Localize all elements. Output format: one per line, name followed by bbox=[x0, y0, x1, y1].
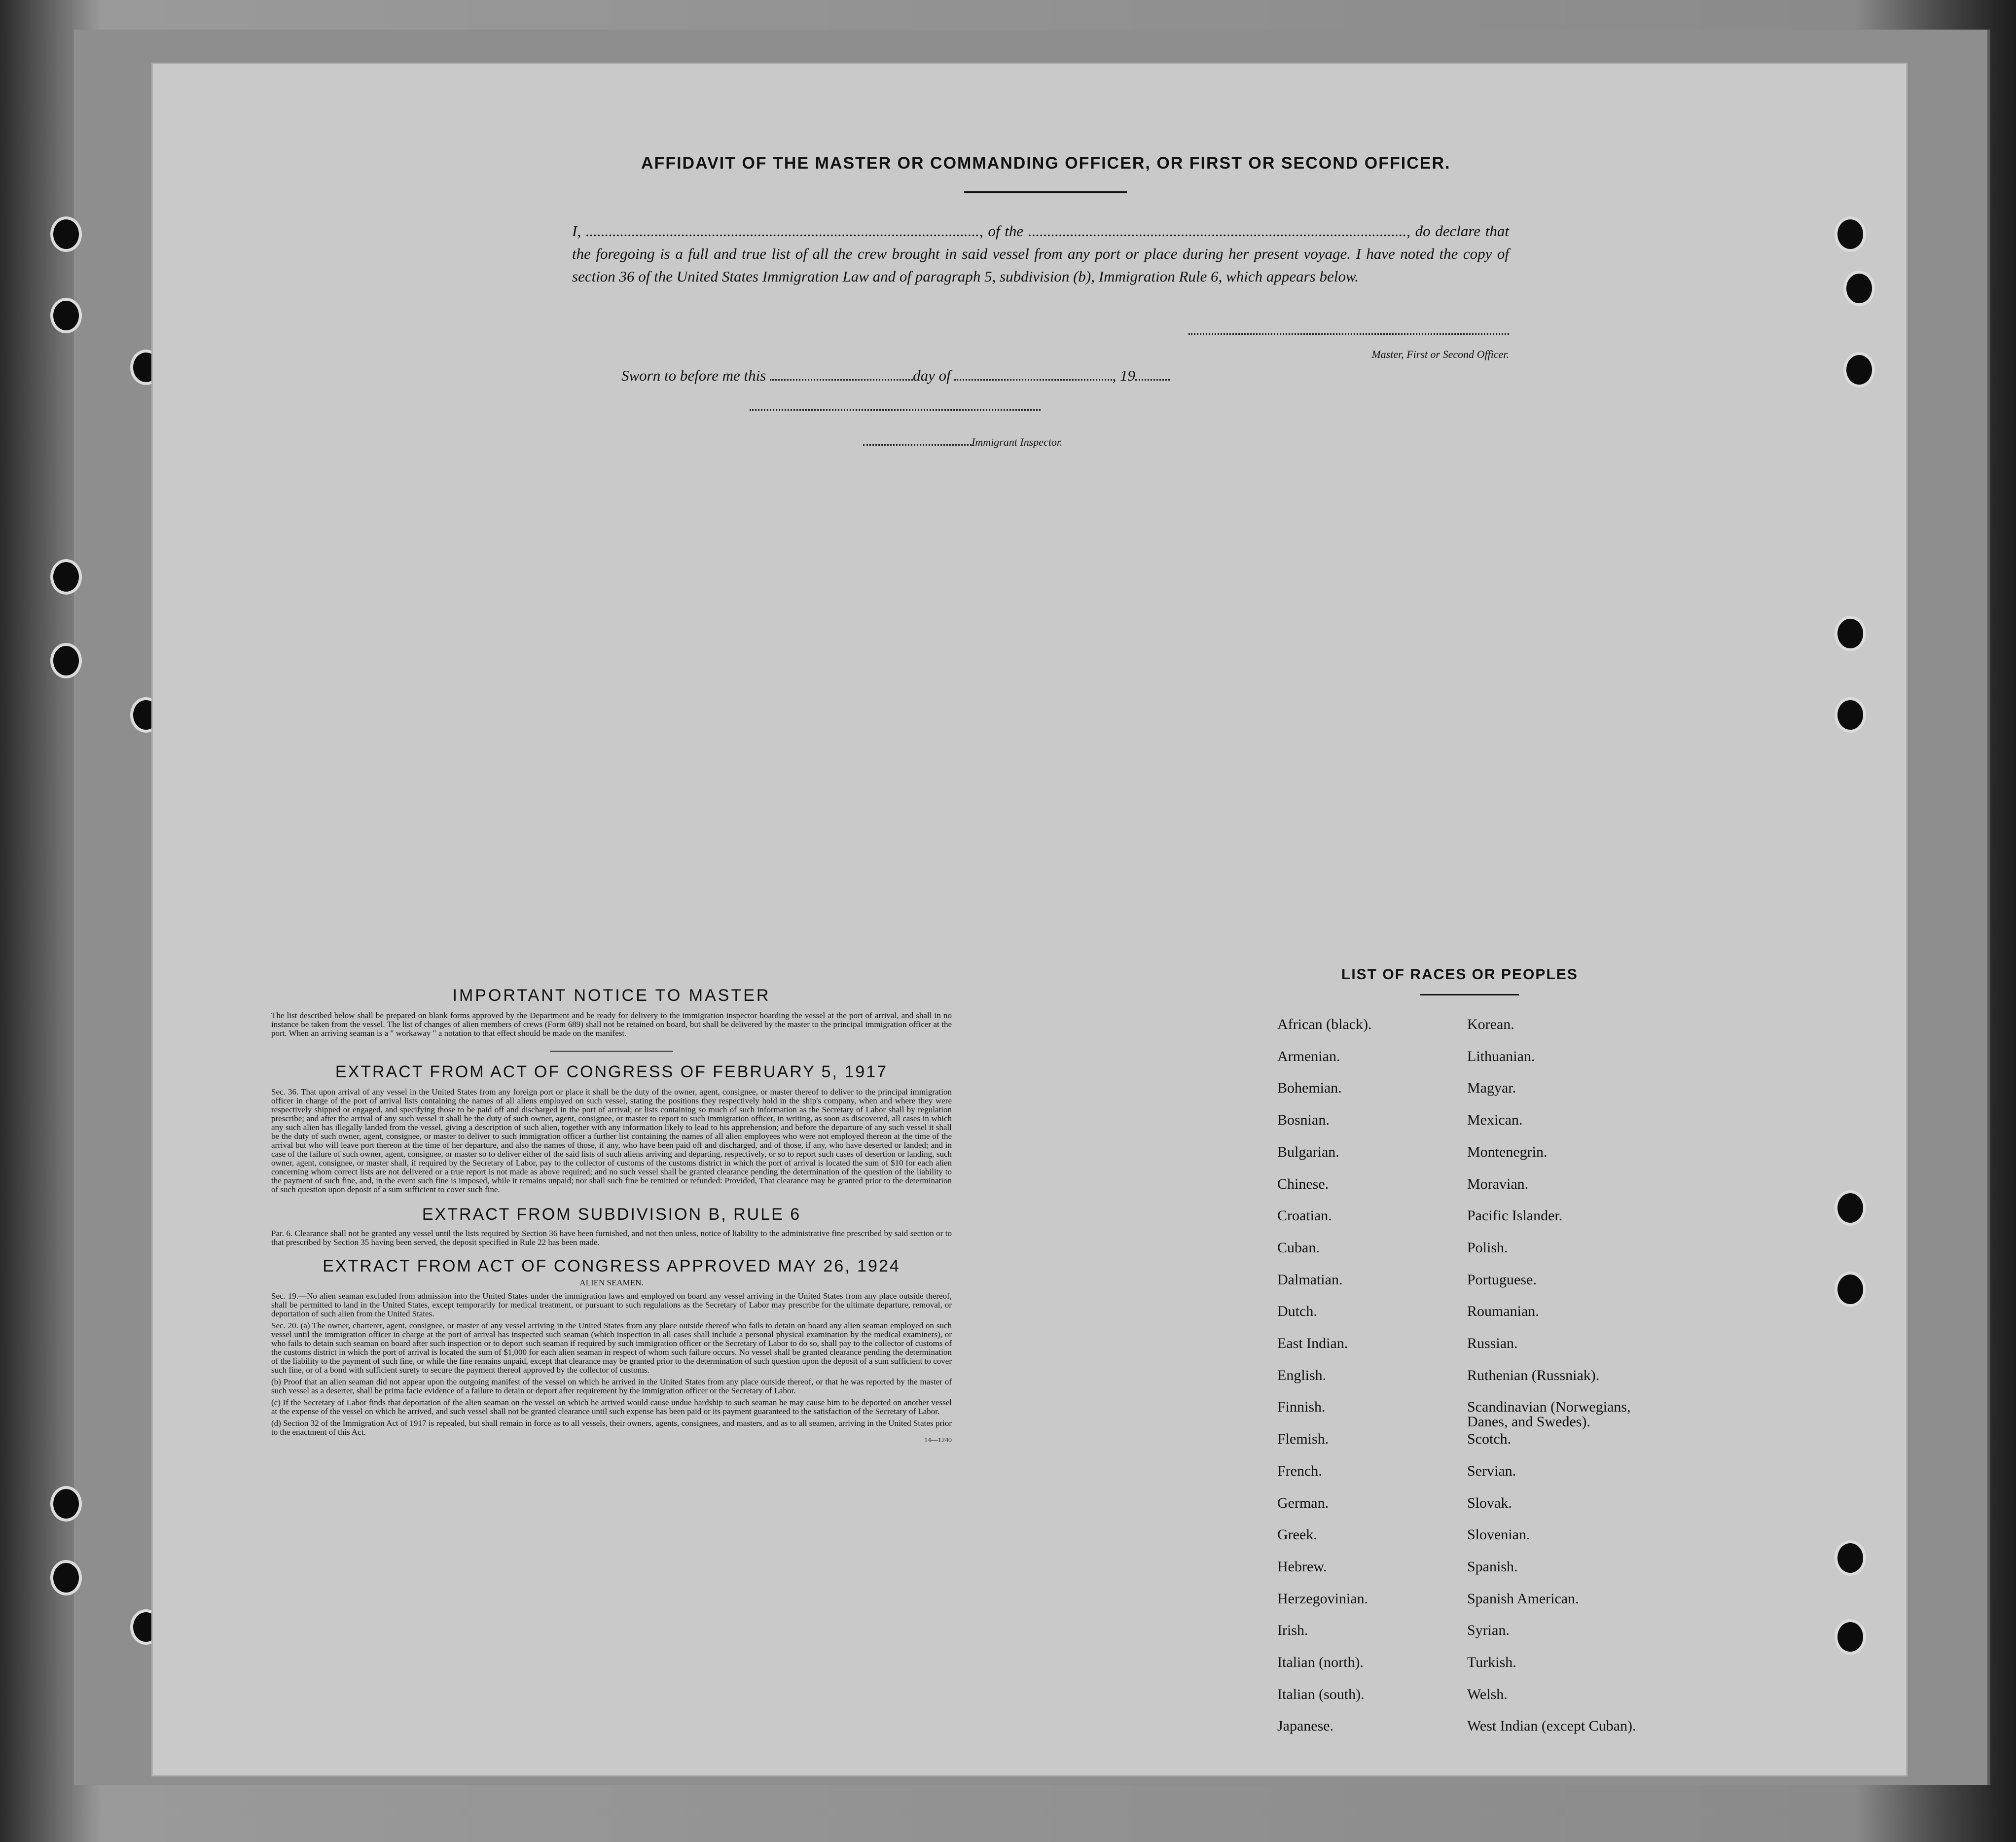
binder-hole bbox=[1846, 355, 1872, 385]
race-item: French. bbox=[1277, 1462, 1322, 1479]
race-item: Chinese. bbox=[1277, 1175, 1329, 1192]
inspector-dots bbox=[863, 436, 972, 446]
inspector-label: Immigrant Inspector. bbox=[972, 436, 1063, 448]
race-item: Scandinavian (Norwegians, Danes, and Swedes). bbox=[1467, 1399, 1631, 1430]
master-signature-label: Master, First or Second Officer. bbox=[1371, 348, 1509, 360]
extract-1917-title: EXTRACT FROM ACT OF CONGRESS OF FEBRUARY 5, 1917 bbox=[335, 1063, 888, 1081]
divider bbox=[550, 1051, 673, 1052]
extract-rule6-text: Par. 6. Clearance shall not be granted any vessel until the lists required by Section 36 have been furnished, and not then unless, notice of liability to the administrative fine prescribed by said section or to that prescribed by Section 35 having been served, the deposit specified in Rule 22 has been made. bbox=[271, 1229, 952, 1247]
race-item: Dalmatian. bbox=[1277, 1271, 1343, 1288]
race-item: Finnish. bbox=[1277, 1399, 1326, 1416]
binder-hole bbox=[1837, 1275, 1863, 1304]
race-item: Lithuanian. bbox=[1467, 1048, 1535, 1064]
race-item: Ruthenian (Russniak). bbox=[1467, 1367, 1600, 1383]
binder-hole bbox=[53, 219, 79, 249]
race-item: Syrian. bbox=[1467, 1622, 1510, 1639]
binder-hole bbox=[53, 562, 79, 592]
race-item: Greek. bbox=[1277, 1526, 1317, 1543]
binder-hole bbox=[1837, 619, 1863, 648]
races-column-1 bbox=[1277, 1009, 1372, 1742]
race-item: German. bbox=[1277, 1494, 1329, 1511]
inspector-label-row bbox=[863, 436, 1063, 449]
race-item: Mexican. bbox=[1467, 1112, 1523, 1129]
race-item: Pacific Islander. bbox=[1467, 1207, 1563, 1224]
race-item: Bohemian. bbox=[1277, 1080, 1342, 1097]
binder-hole bbox=[53, 1563, 79, 1593]
binder-hole bbox=[1837, 1543, 1863, 1573]
race-item: English. bbox=[1277, 1367, 1327, 1383]
race-item: Scotch. bbox=[1467, 1431, 1512, 1448]
affidavit-text: I, ......................................................................................................., of the ..................................................................................................., do declare that the foregoing is a full and true list of all the crew brought in said vessel from any port or place during her present voyage. I have noted the copy of section 36 of the United States Immigration Law and of paragraph 5, subdivision (b), Immigration Rule 6, which appears below. bbox=[572, 222, 1509, 285]
race-item: Moravian. bbox=[1467, 1175, 1529, 1192]
extract-1924-title: EXTRACT FROM ACT OF CONGRESS APPROVED MAY 26, 1924 bbox=[323, 1257, 900, 1275]
race-item: Bosnian. bbox=[1277, 1112, 1330, 1129]
extract-1924-sec20c: (c) If the Secretary of Labor finds that deportation of the alien seaman on the vessel on which he arrived would cause undue hardship to such seaman he may cause him to be deported on another vessel at the expense of the vessel on which he arrived, and such vessel shall not be granted clearance until such expense has been paid or its payment guaranteed to the satisfaction of the Secretary of Labor. bbox=[271, 1398, 952, 1416]
race-item: Turkish. bbox=[1467, 1654, 1516, 1671]
race-item: Polish. bbox=[1467, 1239, 1508, 1256]
race-item: Bulgarian. bbox=[1277, 1143, 1339, 1160]
race-item: Armenian. bbox=[1277, 1048, 1340, 1064]
race-item: Flemish. bbox=[1277, 1431, 1329, 1448]
binder-hole bbox=[1837, 1193, 1863, 1223]
extract-1924-sec19: Sec. 19.—No alien seaman excluded from admission into the United States under the immigration laws and employed on board any vessel arriving in the United States from any place outside thereof, shall be permitted to land in the United States, except temporarily for medical treatment, or pursuant to such regulations as the Secretary of Labor may prescribe for the ultimate departure, removal, or deportation of such alien from the United States. bbox=[271, 1291, 952, 1318]
race-item: Dutch. bbox=[1277, 1303, 1317, 1320]
race-item: Italian (south). bbox=[1277, 1686, 1365, 1702]
binder-hole bbox=[1846, 274, 1872, 303]
extract-1917-text: Sec. 36. That upon arrival of any vessel in the United States from any foreign port or place it shall be the duty of the owner, agent, consignee, or master thereof to deliver to the principal immigration officer in charge of the port of arrival lists containing the names of all aliens employed on such vessel, stating the positions they respectively hold in the ship's company, when and where they were respectively shipped or engaged, and specifying those to be paid off and discharged in the port of arrival; or lists containing so much of such information as the Secretary of Labor shall by regulation prescribe; and after the arrival of any such vessel it shall be the duty of such owner, agent, consignee, or master to report to such immigration officer, in writing, as soon as discovered, all cases in which any such alien has illegally landed from the vessel, giving a description of such alien, together with any information likely to lead to his apprehension; and before the departure of any such vessel it shall be the duty of such owner, agent, consignee, or master to deliver to such immigration officer a further list containing the names of all alien employees who were not employed thereon at the time of the arrival but who will leave port thereon at the time of her departure, and also the names of those, if any, who have been paid off and discharged, and of those, if any, who have deserted or landed; and in case of the failure of such owner, agent, consignee, or master so to deliver either of the said lists of such aliens arriving and departing, respectively, or so to report such cases of desertion or landing, such owner, agent, consignee, or master shall, if required by the Secretary of Labor, pay to the collector of customs of the customs district in which the port of arrival is located the sum of $10 for each alien concerning whom correct lists are not delivered or a true report is not made as above required; and no such vessel shall be granted clearance pending the determination of the question of the liability to the payment of such fine, and, in the event such fine is imposed, while it remains unpaid; nor shall such fine be remitted or refunded: Provided, That clearance may be granted prior to the determination of such question upon deposit of a sum sufficient to cover such fine. bbox=[271, 1087, 952, 1194]
extract-rule6-title: EXTRACT FROM SUBDIVISION B, RULE 6 bbox=[422, 1205, 801, 1224]
race-item: Welsh. bbox=[1467, 1686, 1508, 1702]
extract-1924-sec20d: (d) Section 32 of the Immigration Act of 1917 is repealed, but shall remain in force as to all vessels, their owners, agents, consignees, and masters, and as to all seamen, arriving in the United States prior to the enactment of this Act. bbox=[271, 1418, 952, 1437]
race-item: Servian. bbox=[1467, 1462, 1516, 1479]
affidavit-rule bbox=[964, 191, 1127, 193]
binder-hole bbox=[1837, 1622, 1863, 1652]
notice-section bbox=[256, 986, 967, 1445]
race-item: West Indian (except Cuban). bbox=[1467, 1718, 1636, 1735]
inspector-signature-line bbox=[750, 409, 1041, 411]
notice-title: IMPORTANT NOTICE TO MASTER bbox=[452, 986, 771, 1005]
race-item: Korean. bbox=[1467, 1016, 1514, 1032]
binder-hole bbox=[53, 1489, 79, 1519]
race-item: Slovenian. bbox=[1467, 1526, 1530, 1543]
race-item: Herzegovinian. bbox=[1277, 1590, 1368, 1607]
day-blank bbox=[770, 367, 913, 381]
day-of-text: day of bbox=[913, 367, 951, 384]
sworn-text: Sworn to before me this bbox=[621, 367, 766, 384]
race-item: Russian. bbox=[1467, 1335, 1518, 1352]
sworn-statement: Sworn to before me this day of , 19 bbox=[621, 367, 1170, 385]
month-blank bbox=[954, 367, 1112, 381]
extract-1924-sec20b: (b) Proof that an alien seaman did not appear upon the outgoing manifest of the vessel on which he arrived in the United States from any place outside thereof, or that he was reported by the master of such vessel as a deserter, shall be prima facie evidence of a failure to detain or deport after requirement by the immigration officer or the Secretary of Labor. bbox=[271, 1377, 952, 1395]
race-item: Irish. bbox=[1277, 1622, 1308, 1639]
race-item: Croatian. bbox=[1277, 1207, 1332, 1224]
race-item: Cuban. bbox=[1277, 1239, 1320, 1256]
race-item: African (black). bbox=[1277, 1016, 1372, 1032]
race-item: Spanish. bbox=[1467, 1558, 1518, 1575]
form-number: 14—1240 bbox=[924, 1437, 952, 1444]
binder-hole bbox=[53, 646, 79, 675]
extract-1924-subtitle: ALIEN SEAMEN. bbox=[579, 1278, 644, 1287]
extract-1924-sec20a: Sec. 20. (a) The owner, charterer, agent, consignee, or master of any vessel arriving in the United States from any place outside thereof who fails to detain on board any alien seaman employed on such vessel until the immigration officer in charge at the port of arrival has inspected such seaman (which inspection in all cases shall include a personal physical examination by the medical examiners), or who fails to detain such seaman on board after such inspection or to deport such seaman if required by such immigration officer or the Secretary of Labor to do so, shall pay to the collector of customs of the customs district in which the port of arrival is located the sum of $1,000 for each alien seaman in respect of whom such failure occurs. No vessel shall be granted clearance pending the determination of the liability to the payment of such fine, or while the fine remains unpaid, except that clearance may be granted prior to the determination of such question upon the deposit of a sum sufficient to cover such fine, or of a bond with sufficient surety to secure the payment thereof approved by the collector of customs. bbox=[271, 1321, 952, 1375]
race-item: Roumanian. bbox=[1467, 1303, 1539, 1320]
race-item: Montenegrin. bbox=[1467, 1143, 1548, 1160]
master-signature-line bbox=[1188, 333, 1509, 335]
year-blank bbox=[1135, 367, 1170, 381]
binder-hole bbox=[1837, 700, 1863, 730]
race-item: Magyar. bbox=[1467, 1080, 1516, 1097]
race-item: Spanish American. bbox=[1467, 1590, 1579, 1607]
binder-hole bbox=[1837, 219, 1863, 249]
race-item: Portuguese. bbox=[1467, 1271, 1537, 1288]
race-item: Japanese. bbox=[1277, 1718, 1334, 1735]
notice-text: The list described below shall be prepared on blank forms approved by the Department and be ready for delivery to the immigration inspector boarding the vessel at the port of arrival, and shall in no instance be taken from the vessel. The list of changes of alien members of crews (Form 689) shall not be retained on board, but shall be delivered by the master to the principal immigration officer at the port. When an arriving seaman is a " workaway " a notation to that effect should be made on the manifest. bbox=[271, 1011, 952, 1038]
race-item: East Indian. bbox=[1277, 1335, 1348, 1352]
binder-hole bbox=[53, 301, 79, 330]
races-rule bbox=[1420, 994, 1519, 995]
races-title: LIST OF RACES OR PEOPLES bbox=[1341, 966, 1578, 983]
races-column-2 bbox=[1467, 1009, 1674, 1742]
race-item: Hebrew. bbox=[1277, 1558, 1327, 1575]
race-item: Slovak. bbox=[1467, 1494, 1512, 1511]
affidavit-title: AFFIDAVIT OF THE MASTER OR COMMANDING OFFICER, OR FIRST OR SECOND OFFICER. bbox=[641, 154, 1451, 173]
race-item: Italian (north). bbox=[1277, 1654, 1364, 1671]
year-prefix: 19 bbox=[1119, 367, 1135, 384]
